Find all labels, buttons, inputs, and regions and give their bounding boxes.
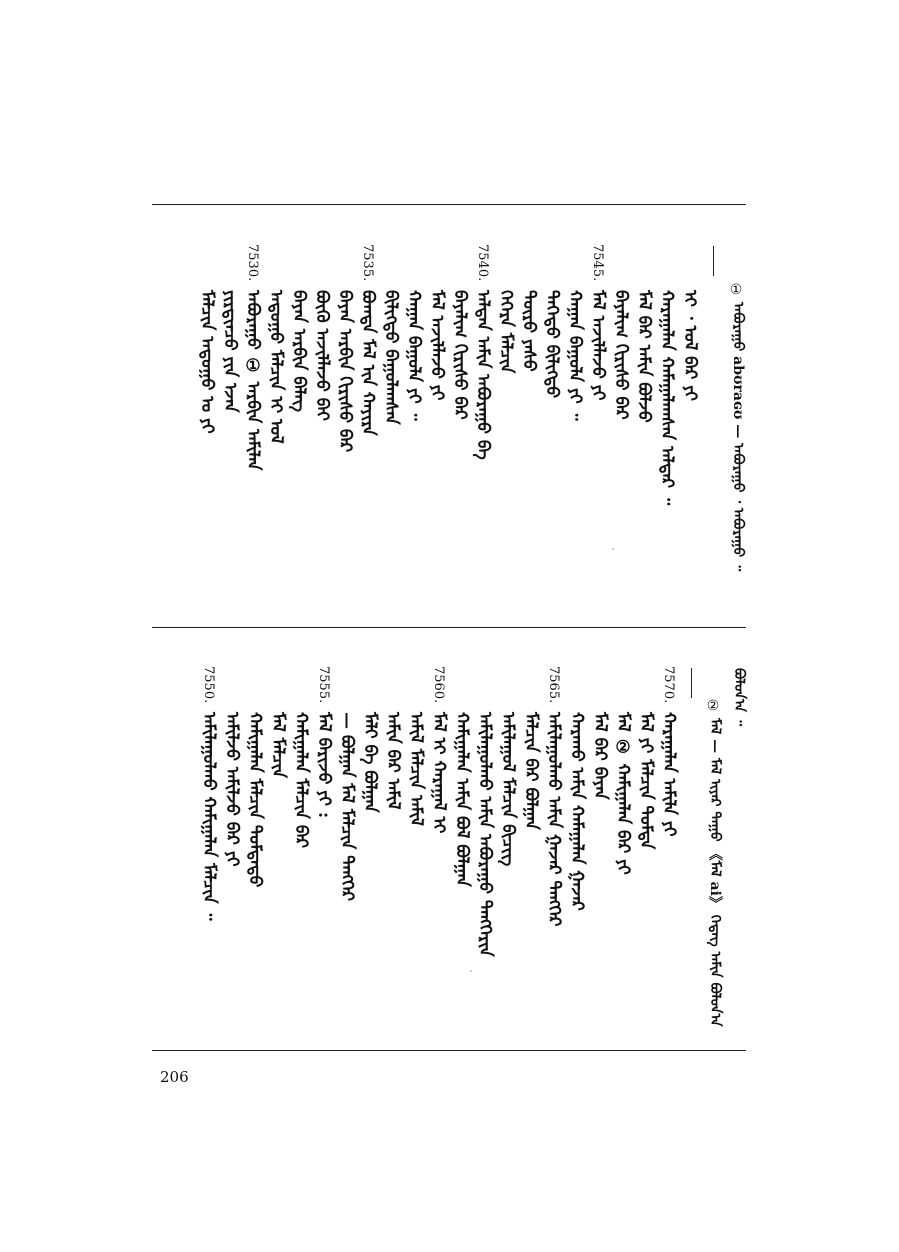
verse-line: ᠬᠠᠮᠢᠭᠠᠯᠠᠨ ᠮᠠᠯᠴᠢᠨ ᠳᠤᠮᠳᠠᠳᠤ	[245, 712, 265, 888]
verse-line: ᠮᠠᠯ ᠪᠠᠷᠢᠵᠤ ᠶᠢ :	[314, 712, 334, 819]
verse-line: ᠪᠠᠶᠠᠯᠢᠭ ᠬᠢᠷᠢᠰᠤ ᠪᠡᠷ	[611, 290, 631, 420]
verse-line: ᠪᠠᠶᠠᠯᠢᠭ ᠬᠢᠷᠢᠰᠤ ᠪᠡᠷ	[450, 290, 470, 420]
line-number: 7560.	[431, 666, 446, 704]
verse-line: ᠶᠢᠷᠲᠢᠨᠴᠦ ᠶᠢᠨ ᠡᠵᠡᠨ	[220, 290, 240, 413]
top-footnote-separator	[713, 246, 714, 276]
verse-line: ᠬᠠᠷᠠᠬᠤ ᠠᠮᠢᠨ ᠬᠠᠮᠠᠭᠠᠯᠠᠨ ᠭᠠᠵᠠᠷ	[567, 712, 587, 911]
verse-line: ᠮᠠᠯ ᠪᠠᠷ ᠪᠠᠶᠠᠨ	[590, 712, 610, 800]
verse-line: ᠮᠠᠯᠢ ᠪᠠ ᠪᠣᠯᠭᠠᠨ	[360, 712, 380, 813]
verse-line: ᠮᠠᠯ ᠮᠠᠯᠴᠢᠨ	[268, 712, 288, 779]
line-number: 7540.	[475, 244, 490, 282]
verse-line: ᠪᠠᠶᠠᠨ ᠠᠷᠪᠢᠨ ᠪᠡᠯᠡᠭ	[289, 290, 309, 412]
verse-line: ᠠᠮᠢᠯᠠᠭᠤᠯ ᠮᠠᠯᠴᠢᠨ ᠪᠢᠴᠢᠭ	[498, 712, 518, 867]
verse-line: ᠠᠮᠢᠯᠵᠤ ᠠᠮᠢᠯᠵᠤ ᠪᠡᠷ ᠶᠢ	[222, 712, 242, 867]
verse-line: ᠳᠡᠭᠡᠳᠦ ᠪᠢᠯᠢᠭᠲᠦ	[542, 290, 562, 399]
verse-line: ᠮᠠᠯ ② ᠬᠠᠮᠢᠭᠠᠯᠠᠨ ᠪᠡᠷ ᠶᠢ	[613, 712, 633, 875]
verse-line: — ᠪᠣᠯᠭᠠᠨ ᠮᠠᠯ ᠮᠠᠯᠴᠢᠨ ᠲᠡᠩᠭᠡᠷ	[337, 712, 357, 902]
bottom-footnote-text: ᠮᠠᠯ — ᠮᠠᠯ ᠢᠶᠠᠷ ᠳᠠᠭᠤ 《ᠮᠠᠯ ai》 ᠭᠡᠳᠡᠭ ᠠᠮᠢᠨ ᠪᠣᠯᠤᠨ᠎ᠠ	[707, 718, 723, 1027]
verse-line: ᠬᠠᠭᠠᠨ ᠪᠠᠭᠤᠯᠠ ᠶᠢ ᠃	[565, 290, 585, 421]
verse-line: ᠬᠠᠷᠠᠭᠠᠯᠠᠨ ᠠᠮᠢᠯᠠ ᠶᠢ	[659, 712, 679, 837]
top-footnote-marker: ①	[728, 282, 744, 298]
bottom-footnote-separator	[691, 668, 692, 698]
verse-line: ᠠᠮᠢᠯᠠᠭᠤᠯᠬᠤ ᠠᠮᠢᠨ ᠠᠪᠤᠷᠠᠭᠤ ᠲᠡᠩᠭᠡᠷᠢᠨ	[475, 712, 495, 957]
verse-line: ᠪᠢᠯᠢᠭᠲᠦ ᠪᠠᠭᠤᠯᠠᠭᠰᠠᠨ	[381, 290, 401, 425]
verse-line: ᠬᠠᠭᠠᠨ ᠪᠠᠭᠤᠯᠠ ᠶᠢ ᠃	[404, 290, 424, 421]
verse-line: ᠬᠠᠮᠢᠭᠠᠯᠠᠨ ᠮᠠᠯᠴᠢᠨ ᠪᠡᠷ	[291, 712, 311, 849]
line-number: 7565.	[546, 666, 561, 704]
verse-line: ᠠᠮᠢᠨ ᠪᠠᠷ ᠠᠮᠢᠯ	[383, 712, 403, 810]
scan-speck	[470, 970, 472, 972]
line-number: 7555.	[316, 666, 331, 704]
line-number: 7535.	[360, 244, 375, 282]
top-rule	[152, 204, 746, 205]
verse-line: ᠪᠠᠶᠠᠨ ᠠᠷᠪᠢᠨ ᠬᠢᠷᠢᠰᠤ ᠪᠡᠷ	[335, 290, 355, 453]
bottom-rule	[152, 1050, 746, 1051]
footnote-continuation-text: ᠪᠣᠯᠤᠨ᠎ᠠ ᠃	[731, 668, 747, 727]
verse-line: ᠬᠠᠷᠠᠭᠠᠯᠠᠨ ᠬᠠᠮᠠᠭᠠᠯᠠᠭᠰᠠᠨ ᠠᠯᠳᠠᠷ ᠃	[657, 290, 677, 506]
line-number: 7570.	[661, 666, 676, 704]
verse-line: ᠠᠯᠲᠠᠨ ᠠᠮᠢᠨ ᠠᠪᠤᠷᠠᠭᠤ ᠪᠠ	[473, 290, 493, 460]
verse-line: ᠮᠠᠯ ᠶᠢ ᠮᠠᠯᠴᠢᠨ ᠳᠤᠮᠳᠠ	[636, 712, 656, 850]
verse-line: ᠠᠮᠢᠯᠠᠭᠤᠯᠬᠤ ᠠᠮᠢᠨ ᠭᠠᠵᠠᠷ ᠲᠡᠩᠭᠡᠷ	[544, 712, 564, 927]
verse-line: ᠮᠠᠯ ᠪᠠᠷ ᠠᠮᠢᠨ ᠪᠣᠯᠵᠤ	[634, 290, 654, 423]
verse-line: ᠬᠡᠭᠡᠷᠡ ᠮᠠᠯᠴᠢᠨ	[496, 290, 516, 374]
scan-speck	[612, 548, 614, 550]
top-footnote-text: ᠠᠪᠤᠷᠠᠭᠤ abʊraɢʊ — ᠠᠪᠤᠷᠠᠭᠤ ᠂ ᠠᠪᠤᠷᠠᠭᠤ ᠃	[730, 302, 746, 572]
verse-line: ᠪᠦᠬᠦ ᠠᠵᠢᠯᠯᠠᠵᠤ ᠪᠠᠢ	[312, 290, 332, 421]
verse-line: ᠠᠮᠢᠯ ᠮᠠᠯᠴᠢᠨ ᠠᠮᠢᠯ	[406, 712, 426, 826]
page-number: 206	[160, 1068, 189, 1086]
line-number: 7530.	[245, 244, 260, 282]
verse-line: ᠬᠠᠮᠢᠭᠠᠯᠠᠨ ᠠᠮᠢᠨ ᠪᠣᠯ ᠪᠣᠯᠭᠠᠨ	[452, 712, 472, 887]
middle-rule	[152, 627, 746, 628]
verse-line: ᠠᠮᠢᠯᠠᠭᠤᠯᠬᠤ ᠬᠠᠮᠢᠭᠠᠯᠠᠨ ᠮᠠᠯᠴᠢᠨ ᠃	[199, 712, 219, 921]
line-number: 7545.	[590, 244, 605, 282]
verse-line: ᠠᠳᠤᠭᠤ ᠮᠠᠯᠴᠢᠨ ᠢ ᠣᠯ	[266, 290, 286, 444]
verse-line: ᠮᠠᠯᠴᠢᠨ ᠠᠳᠤᠭᠤ ᠣ ᠶᠢ	[197, 290, 217, 434]
verse-line: ᠮᠠᠯᠴᠢᠨ ᠪᠠᠷ ᠪᠣᠯᠭᠠᠨ	[521, 712, 541, 830]
verse-line: ᠠᠪᠤᠷᠠᠭᠤ ① ᠠᠷᠪᠢᠨ ᠠᠮᠢᠯᠠᠨ	[243, 290, 263, 471]
verse-line: ᠮᠠᠯ ᠠᠵᠢᠯᠯᠠᠵᠤ ᠶᠢ	[588, 290, 608, 401]
verse-line: ᠮᠠᠯ ᠢ ᠬᠠᠷᠠᠭᠠᠯ ᠢ	[429, 712, 449, 834]
verse-line: ᠪᠣᠭᠳᠠ ᠮᠠᠯ ᠢᠨ ᠬᠠᠶᠢᠷᠠ	[358, 290, 378, 436]
line-number: 7550.	[201, 666, 216, 704]
bottom-footnote-marker: ②	[705, 698, 721, 714]
verse-line: ᠮᠠᠯ ᠠᠵᠢᠯᠯᠠᠵᠤ ᠶᠢ	[427, 290, 447, 401]
verse-line: ᠲᠦᠷᠦ ᠶᠠᠰᠤ	[519, 290, 539, 372]
verse-line: ᠢ ᠂ ᠣᠯ ᠪᠡᠷ ᠶᠢ	[680, 290, 700, 401]
